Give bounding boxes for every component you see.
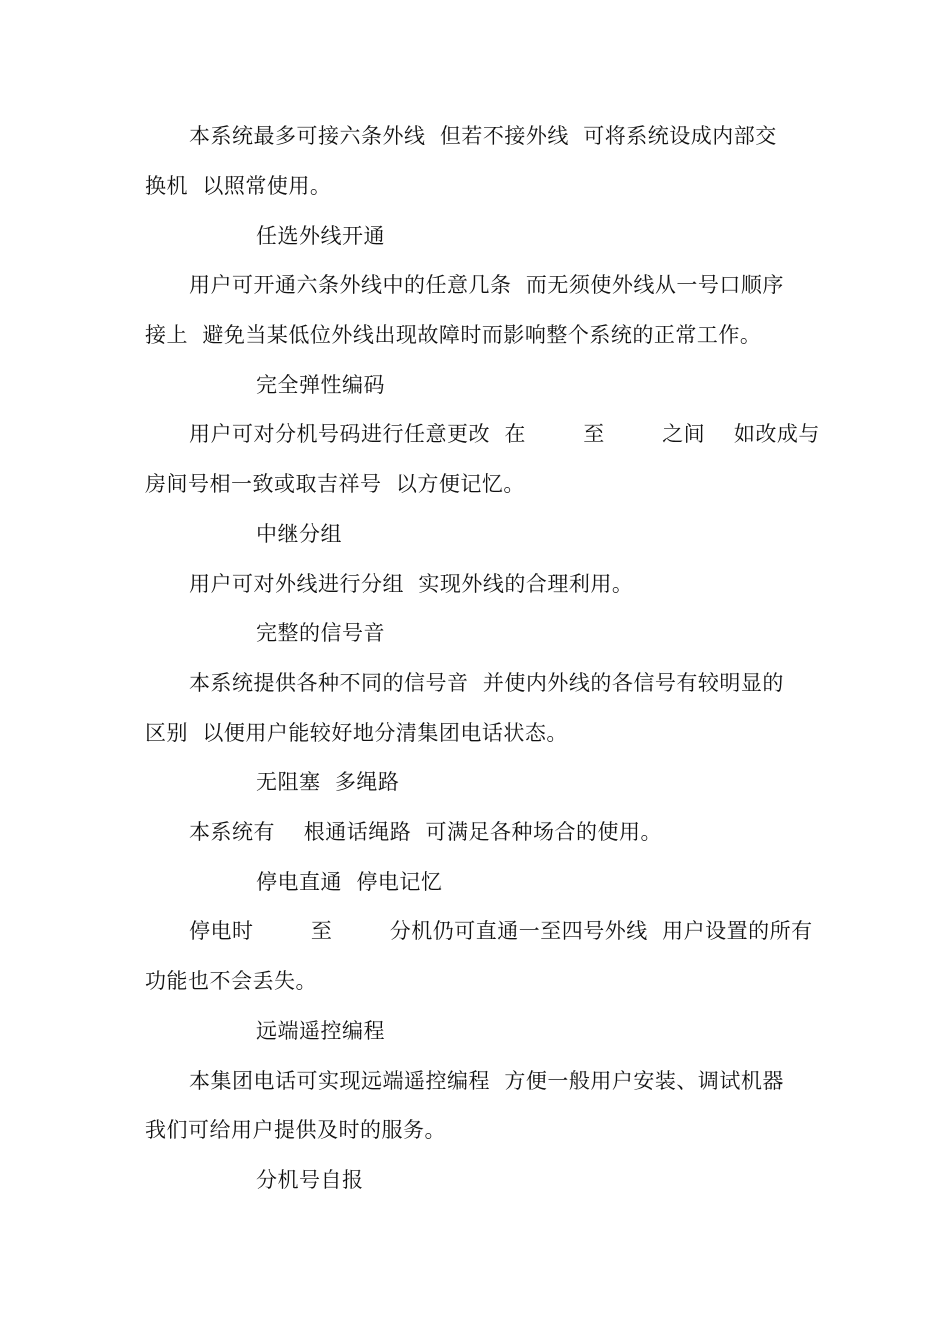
paragraph-line: 本系统提供各种不同的信号音 并使内外线的各信号有较明显的 [189,671,784,695]
paragraph-line: 功能也不会丢失。 [145,969,317,993]
section-heading: 分机号自报 [256,1168,364,1192]
section-heading: 停电直通 停电记忆 [256,870,443,894]
section-heading: 远端遥控编程 [256,1019,385,1043]
paragraph-line: 用户可对分机号码进行任意更改 在 至 之间 如改成与 [189,422,820,446]
paragraph-line: 接上 避免当某低位外线出现故障时而影响整个系统的正常工作。 [145,323,762,347]
paragraph-line: 用户可对外线进行分组 实现外线的合理利用。 [189,572,634,596]
paragraph-line: 区别 以便用户能较好地分清集团电话状态。 [145,721,568,745]
paragraph-line: 本系统最多可接六条外线 但若不接外线 可将系统设成内部交 [189,124,777,148]
paragraph-line: 本系统有 根通话绳路 可满足各种场合的使用。 [189,820,663,844]
section-heading: 完全弹性编码 [256,373,385,397]
section-heading: 任选外线开通 [256,224,385,248]
paragraph-line: 房间号相一致或取吉祥号 以方便记忆。 [145,472,525,496]
section-heading: 中继分组 [256,522,342,546]
paragraph-line: 我们可给用户提供及时的服务。 [145,1118,446,1142]
paragraph-line: 本集团电话可实现远端遥控编程 方便一般用户安装、调试机器 [189,1069,784,1093]
paragraph-line: 停电时 至 分机仍可直通一至四号外线 用户设置的所有 [189,919,813,943]
section-heading: 完整的信号音 [256,621,385,645]
paragraph-line: 换机 以照常使用。 [145,174,332,198]
paragraph-line: 用户可开通六条外线中的任意几条 而无须使外线从一号口顺序 [189,273,784,297]
section-heading: 无阻塞 多绳路 [256,770,400,794]
